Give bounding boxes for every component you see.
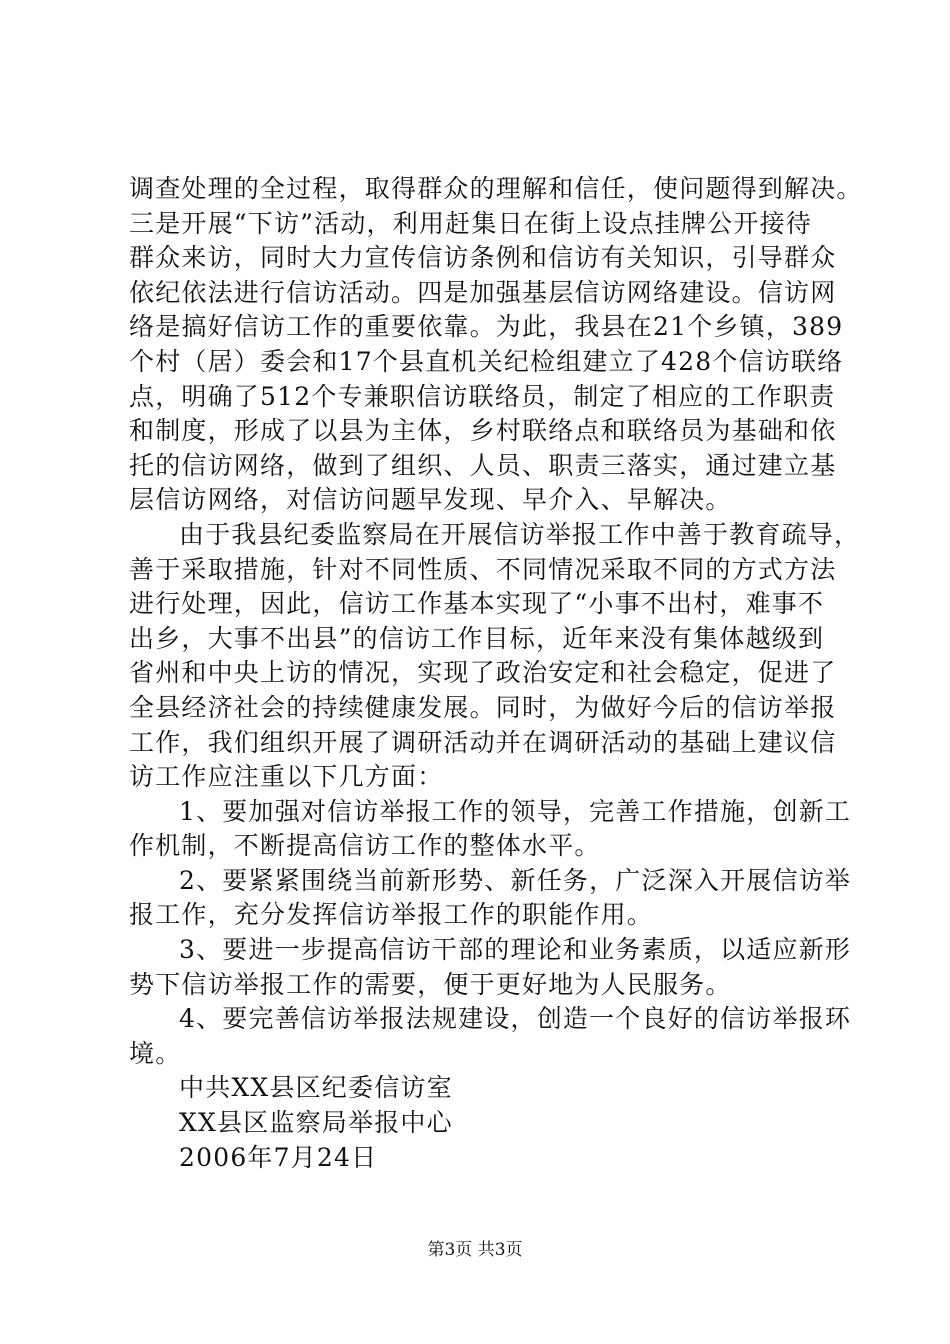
text-line: 访工作应注重以下几方面： xyxy=(129,762,444,792)
paragraph-start-line: 由于我县纪委监察局在开展信访举报工作中善于教育疏导， xyxy=(179,519,861,549)
text-line: 工作，我们组织开展了调研活动并在调研活动的基础上建议信 xyxy=(129,727,837,757)
signature-date: 2006年7月24日 xyxy=(179,1142,378,1172)
list-item-1-line: 1、要加强对信访举报工作的领导，完善工作措施，创新工 xyxy=(179,796,852,826)
text-line: 进行处理，因此，信访工作基本实现了“小事不出村，难事不 xyxy=(129,589,825,619)
text-line: 调查处理的全过程，取得群众的理解和信任，使问题得到解决。 xyxy=(129,174,863,203)
text-line: 出乡，大事不出县”的信访工作目标，近年来没有集体越级到 xyxy=(129,623,825,653)
text-line: 全县经济社会的持续健康发展。同时，为做好今后的信访举报 xyxy=(129,692,837,722)
list-item-3-line: 3、要进一步提高信访干部的理论和业务素质，以适应新形 xyxy=(179,935,852,965)
text-line: 群众来访，同时大力宣传信访条例和信访有关知识，引导群众 xyxy=(129,243,837,273)
text-line: 三是开展“下访”活动，利用赶集日在街上设点挂牌公开接待 xyxy=(129,208,812,238)
page-number-footer: 第3页 共3页 xyxy=(427,1240,523,1260)
text-line: 点，明确了512个专兼职信访联络员，制定了相应的工作职责 xyxy=(129,381,836,411)
signature-org-1: 中共XX县区纪委信访室 xyxy=(179,1073,453,1103)
document-body xyxy=(129,172,863,1175)
signature-org-2: XX县区监察局举报中心 xyxy=(179,1108,453,1138)
text-line: 省州和中央上访的情况，实现了政治安定和社会稳定，促进了 xyxy=(129,658,837,688)
text-line: 层信访网络，对信访问题早发现、早介入、早解决。 xyxy=(129,485,732,515)
list-item-2-line: 2、要紧紧围绕当前新形势、新任务，广泛深入开展信访举 xyxy=(179,865,852,895)
text-line: 络是搞好信访工作的重要依靠。为此，我县在21个乡镇，389 xyxy=(129,312,844,342)
text-line: 托的信访网络，做到了组织、人员、职责三落实，通过建立基 xyxy=(129,450,837,480)
list-item-4-line: 4、要完善信访举报法规建设，创造一个良好的信访举报环 xyxy=(179,1004,852,1034)
text-line: 境。 xyxy=(129,1038,182,1068)
text-line: 作机制，不断提高信访工作的整体水平。 xyxy=(129,831,601,861)
text-line: 依纪依法进行信访活动。四是加强基层信访网络建设。信访网 xyxy=(129,277,837,307)
text-line: 势下信访举报工作的需要，便于更好地为人民服务。 xyxy=(129,969,732,999)
text-line: 个村（居）委会和17个县直机关纪检组建立了428个信访联络 xyxy=(129,346,844,376)
text-line: 报工作，充分发挥信访举报工作的职能作用。 xyxy=(129,900,654,930)
text-line: 和制度，形成了以县为主体，乡村联络点和联络员为基础和依 xyxy=(129,416,837,446)
text-line: 善于采取措施，针对不同性质、不同情况采取不同的方式方法 xyxy=(129,554,837,584)
